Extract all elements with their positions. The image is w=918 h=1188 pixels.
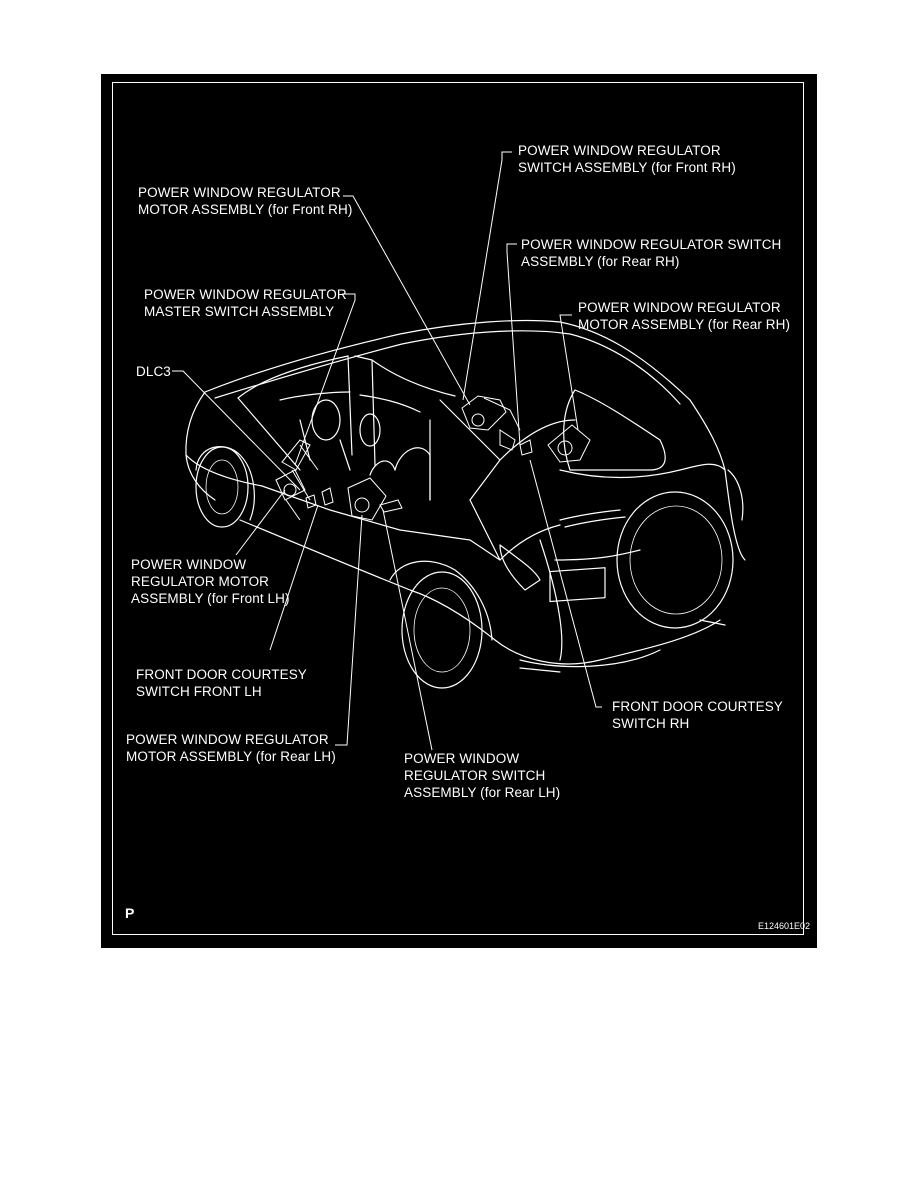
label-master-switch: POWER WINDOW REGULATOR MASTER SWITCH ASSEMBLY xyxy=(144,287,347,319)
figure-code: E124601E02 xyxy=(758,921,811,931)
label-front-rh-motor: POWER WINDOW REGULATOR MOTOR ASSEMBLY (for Front RH) xyxy=(138,185,353,217)
label-rear-rh-motor: POWER WINDOW REGULATOR MOTOR ASSEMBLY (for Rear RH) xyxy=(578,300,791,332)
label-rear-lh-motor: POWER WINDOW REGULATOR MOTOR ASSEMBLY (for Rear LH) xyxy=(126,732,336,764)
label-front-lh-courtesy: FRONT DOOR COURTESY SWITCH FRONT LH xyxy=(136,667,307,699)
label-dlc3: DLC3 xyxy=(136,364,171,379)
label-front-rh-switch: POWER WINDOW REGULATOR SWITCH ASSEMBLY (for Front RH) xyxy=(518,143,736,175)
label-rh-courtesy: FRONT DOOR COURTESY SWITCH RH xyxy=(612,699,783,731)
corner-letter: P xyxy=(125,905,135,921)
label-rear-lh-switch: POWER WINDOW REGULATOR SWITCH ASSEMBLY (for Rear LH) xyxy=(404,751,561,800)
regulator-parts xyxy=(276,396,590,520)
label-front-lh-motor: POWER WINDOW REGULATOR MOTOR ASSEMBLY (for Front LH) xyxy=(131,557,290,606)
label-rear-rh-switch: POWER WINDOW REGULATOR SWITCH ASSEMBLY (for Rear RH) xyxy=(521,237,782,269)
vehicle-body xyxy=(186,321,745,689)
